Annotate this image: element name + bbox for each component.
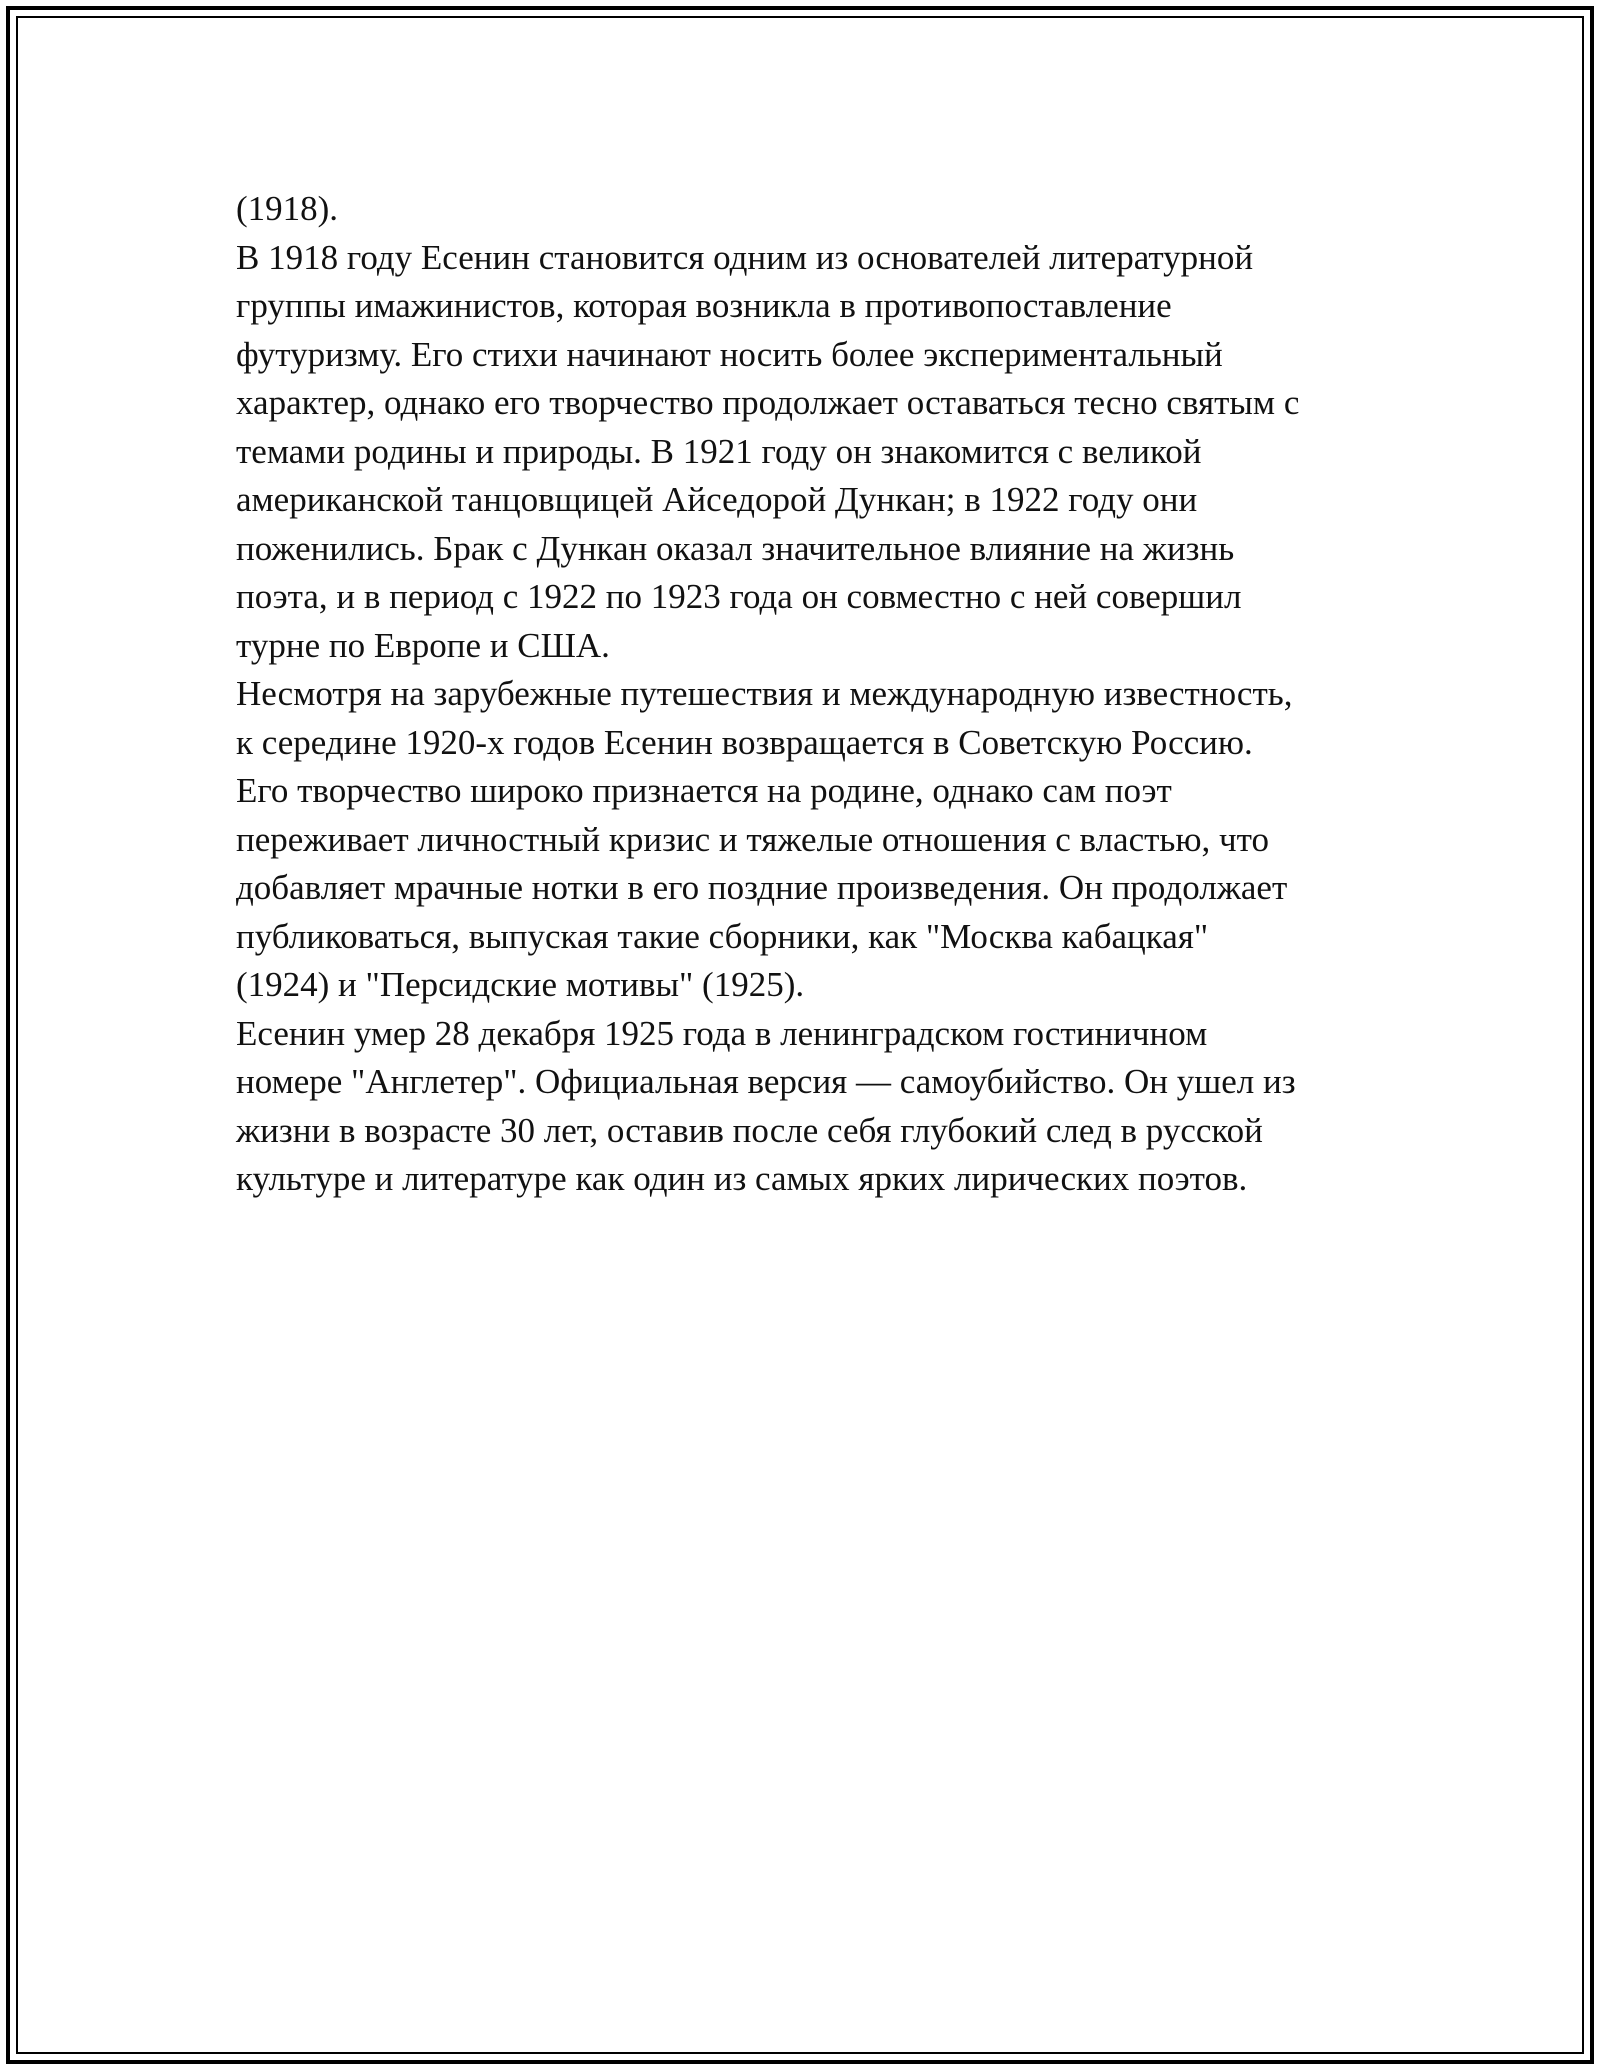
paragraph-1 [236, 185, 1366, 234]
text-line: к середине 1920-х годов Есенин возвращается в Советскую Россию. [236, 722, 1253, 762]
text-line: (1918). [236, 189, 339, 228]
text-line: турне по Европе и США. [236, 625, 610, 665]
text-line: характер, однако его творчество продолжает оставаться тесно святым с [236, 383, 1300, 422]
text-line: Есенин умер 28 декабря 1925 года в ленинградском гостиничном [236, 1013, 1208, 1053]
text-line: переживает личностный кризис и тяжелые отношения с властью, что [236, 819, 1269, 859]
text-line: добавляет мрачные нотки в его поздние произведения. Он продолжает [236, 868, 1288, 907]
document-body [236, 185, 1366, 1204]
text-line: номере "Англетер". Официальная версия — самоубийство. Он ушел из [236, 1062, 1296, 1101]
text-line: Его творчество широко признается на родине, однако сам поэт [236, 771, 1172, 810]
text-line: Несмотря на зарубежные путешествия и международную известность, [236, 674, 1293, 713]
text-line: американской танцовщицей Айседорой Дункан; в 1922 году они [236, 480, 1198, 519]
text-line: (1924) и "Персидские мотивы" (1925). [236, 965, 805, 1004]
text-line: жизни в возрасте 30 лет, оставив после себя глубокий след в русской [236, 1110, 1263, 1150]
text-line: культуре и литературе как один из самых ярких лирических поэтов. [236, 1159, 1248, 1198]
text-line: футуризму. Его стихи начинают носить более экспериментальный [236, 334, 1223, 374]
text-line: публиковаться, выпуская такие сборники, как "Москва кабацкая" [236, 916, 1209, 956]
text-line: группы имажинистов, которая возникла в противопоставление [236, 286, 1172, 325]
text-line: темами родины и природы. В 1921 году он знакомится с великой [236, 431, 1202, 471]
paragraph-4 [236, 1010, 1366, 1204]
text-line: поженились. Брак с Дункан оказал значительное влияние на жизнь [236, 528, 1235, 568]
text-line: поэта, и в период с 1922 по 1923 года он совместно с ней совершил [236, 577, 1242, 616]
paragraph-3 [236, 670, 1366, 1010]
paragraph-2 [236, 234, 1366, 671]
text-line: В 1918 году Есенин становится одним из основателей литературной [236, 237, 1254, 277]
